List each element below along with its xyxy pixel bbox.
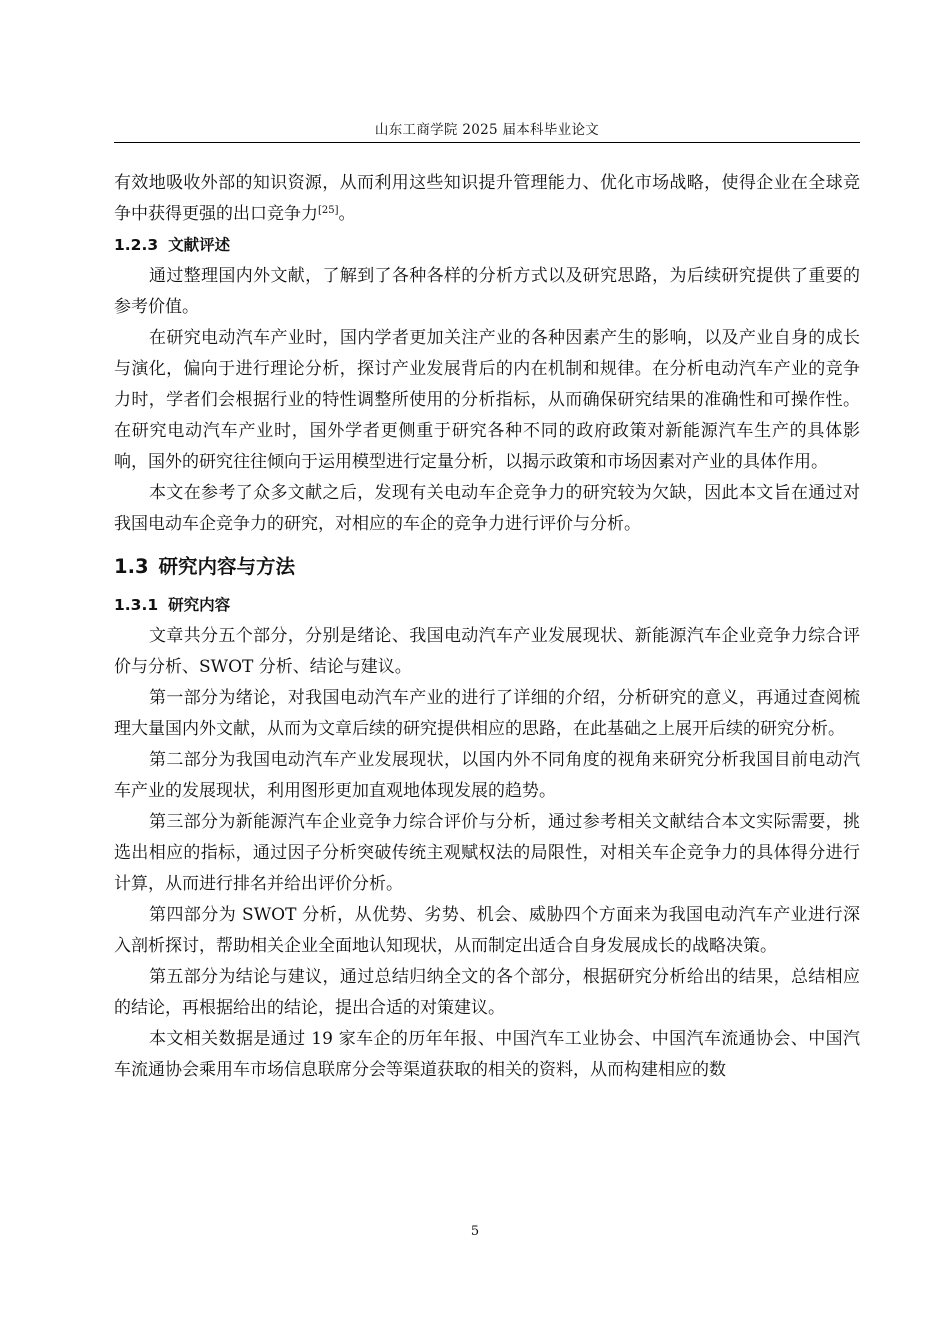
- section-number: 1.3: [114, 555, 149, 578]
- paragraph: 通过整理国内外文献，了解到了各种各样的分析方式以及研究思路，为后续研究提供了重要的参考价值。: [114, 266, 860, 317]
- paragraph: 第四部分为 SWOT 分析，从优势、劣势、机会、威胁四个方面来为我国电动汽车产业进行深入剖析探讨，帮助相关企业全面地认知现状，从而制定出适合自身发展成长的战略决策。: [114, 905, 860, 956]
- page-number: 5: [470, 1224, 480, 1239]
- section-title: 文献评述: [168, 236, 231, 254]
- section-heading-1-3: [114, 550, 860, 584]
- paragraph: 文章共分五个部分，分别是绪论、我国电动汽车产业发展现状、新能源汽车企业竞争力综合评价与分析、SWOT 分析、结论与建议。: [114, 626, 860, 677]
- citation-marker: [25]: [318, 205, 339, 216]
- running-header: 山东工商学院 2025 届本科毕业论文: [374, 122, 600, 138]
- paragraph: 本文在参考了众多文献之后，发现有关电动车企竞争力的研究较为欠缺，因此本文旨在通过对我国电动车企竞争力的研究，对相应的车企的竞争力进行评价与分析。: [114, 483, 860, 534]
- paragraph: 本文相关数据是通过 19 家车企的历年年报、中国汽车工业协会、中国汽车流通协会、中国汽车流通协会乘用车市场信息联席分会等渠道获取的相关的资料，从而构建相应的数: [114, 1029, 860, 1080]
- paragraph: 第五部分为结论与建议，通过总结归纳全文的各个部分，根据研究分析给出的结果，总结相应的结论，再根据给出的结论，提出合适的对策建议。: [114, 967, 860, 1018]
- section-title: 研究内容: [168, 596, 231, 614]
- page-body: [114, 168, 860, 1086]
- header-divider: [114, 142, 860, 143]
- paragraph: 第一部分为绪论，对我国电动汽车产业的进行了详细的介绍，分析研究的意义，再通过查阅梳理大量国内外文献，从而为文章后续的研究提供相应的思路，在此基础之上展开后续的研究分析。: [114, 688, 860, 739]
- section-number: 1.2.3: [114, 236, 159, 254]
- paragraph: 第二部分为我国电动汽车产业发展现状，以国内外不同角度的视角来研究分析我国目前电动汽车产业的发展现状，利用图形更加直观地体现发展的趋势。: [114, 750, 860, 801]
- section-title: 研究内容与方法: [158, 555, 296, 578]
- paragraph: 在研究电动汽车产业时，国内学者更加关注产业的各种因素产生的影响，以及产业自身的成长与演化，偏向于进行理论分析，探讨产业发展背后的内在机制和规律。在分析电动汽车产业的竞争力时，学者们会根据行业的特性调整所使用的分析指标，从而确保研究结果的准确性和可操作性。在研究电动汽车产业时，国外学者更侧重于研究各种不同的政府政策对新能源汽车生产的具体影响，国外的研究往往倾向于运用模型进行定量分析，以揭示政策和市场因素对产业的具体作用。: [114, 328, 860, 472]
- paragraph-continuation: [114, 168, 860, 230]
- section-number: 1.3.1: [114, 596, 159, 614]
- paragraph-end: 。: [338, 204, 356, 224]
- paragraph: 第三部分为新能源汽车企业竞争力综合评价与分析，通过参考相关文献结合本文实际需要，挑选出相应的指标，通过因子分析突破传统主观赋权法的局限性，对相关车企竞争力的具体得分进行计算，从而进行排名并给出评价分析。: [114, 812, 860, 894]
- paragraph-text: 有效地吸收外部的知识资源，从而利用这些知识提升管理能力、优化市场战略，使得企业在全球竞争中获得更强的出口竞争力: [114, 173, 860, 224]
- section-heading-1-3-1: [114, 590, 860, 621]
- section-heading-1-2-3: [114, 230, 860, 261]
